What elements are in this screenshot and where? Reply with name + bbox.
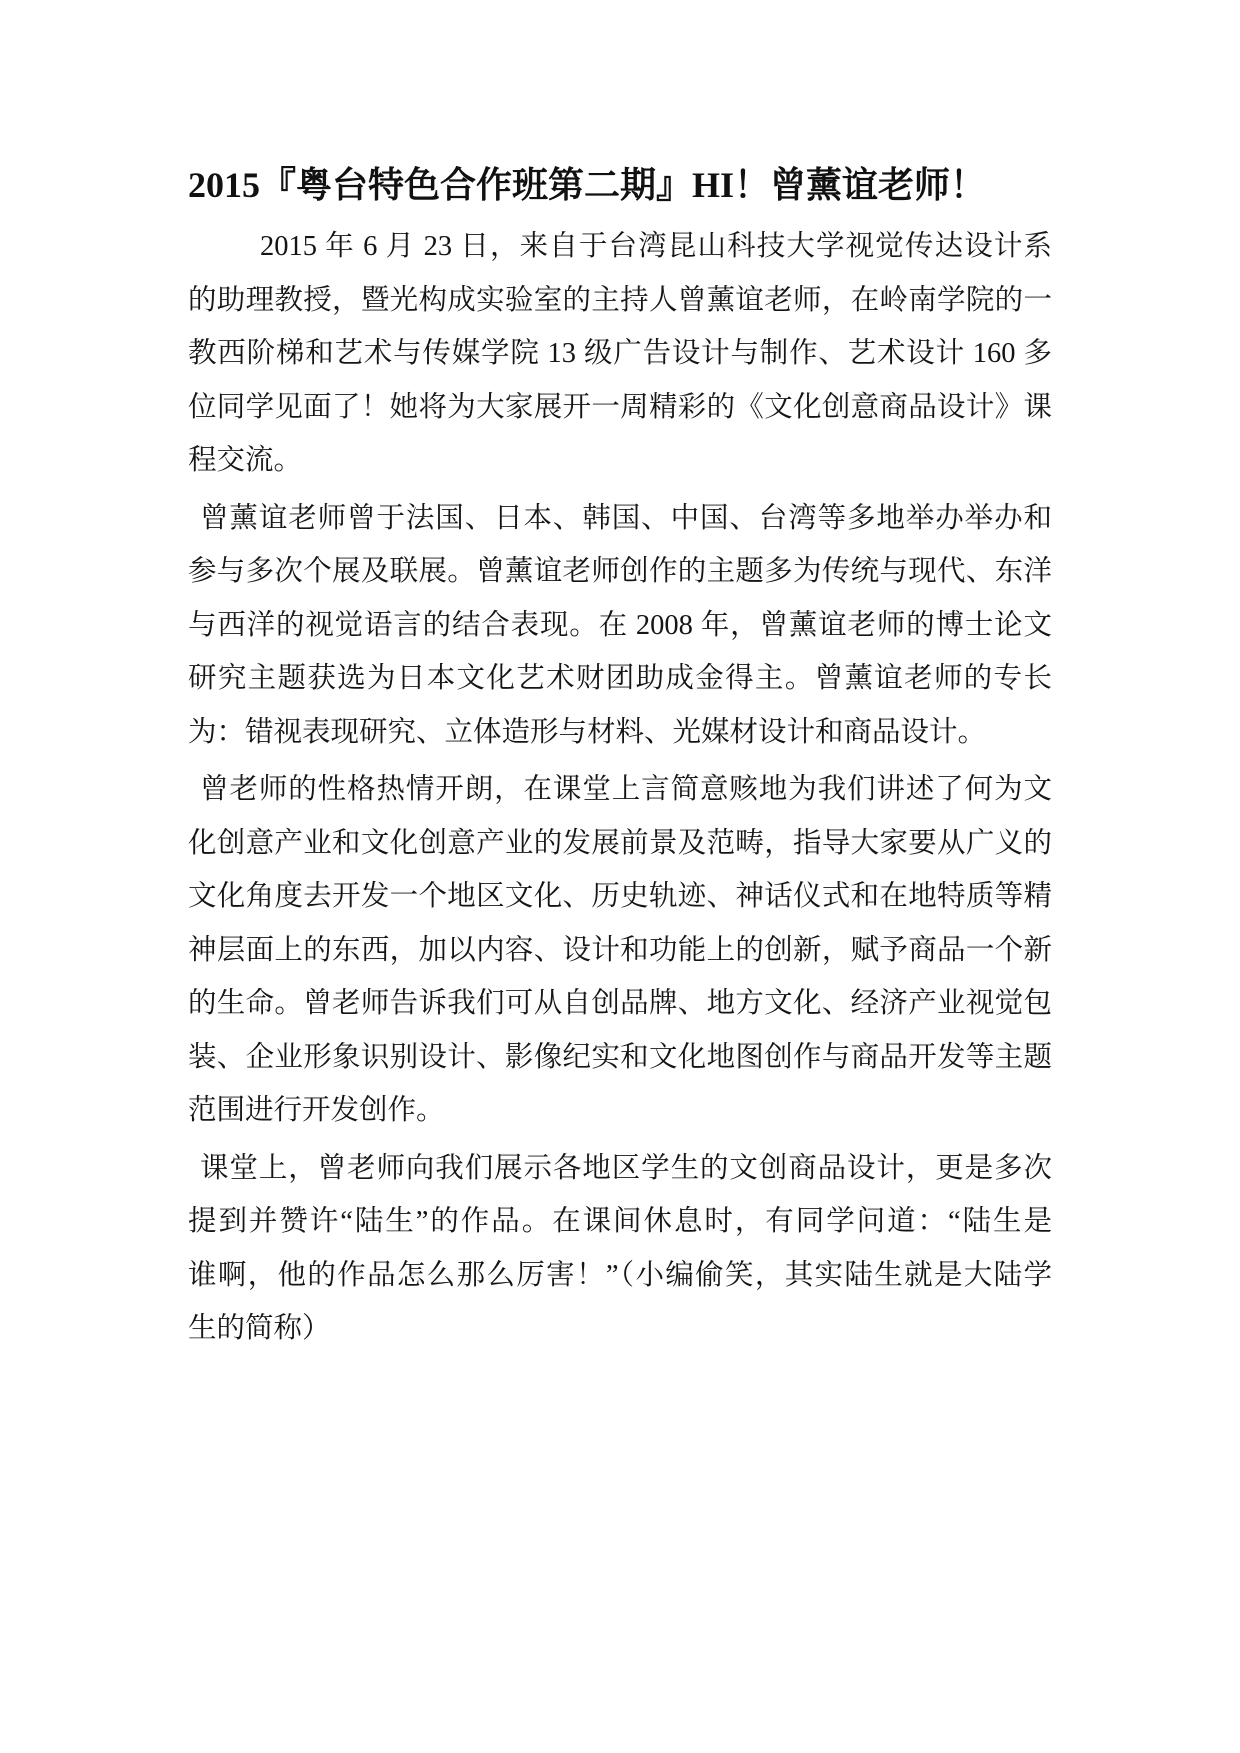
paragraph-line: 程交流。 bbox=[188, 445, 303, 476]
paragraph-line: 位同学见面了！她将为大家展开一周精彩的《文化创意商品设计》课 bbox=[188, 391, 1052, 423]
paragraph-line: 文化角度去开发一个地区文化、历史轨迹、神话仪式和在地特质等精 bbox=[188, 881, 1052, 912]
paragraph-line: 教西阶梯和艺术与传媒学院 13 级广告设计与制作、艺术设计 160 多 bbox=[188, 338, 1052, 369]
article-title: 2015『粤台特色合作班第二期』HI！曾薰谊老师！ bbox=[188, 165, 987, 205]
paragraph-line: 2015 年 6 月 23 日，来自于台湾昆山科技大学视觉传达设计系 bbox=[260, 231, 1052, 262]
paragraph-line: 生的简称） bbox=[188, 1313, 331, 1344]
paragraph-line: 曾薰谊老师曾于法国、日本、韩国、中国、台湾等多地举办举办和 bbox=[200, 502, 1052, 534]
paragraph-line: 曾老师的性格热情开朗，在课堂上言简意赅地为我们讲述了何为文 bbox=[200, 774, 1052, 805]
article-body bbox=[188, 220, 1052, 1356]
paragraph-line: 课堂上，曾老师向我们展示各地区学生的文创商品设计，更是多次 bbox=[200, 1152, 1052, 1184]
paragraph-line: 的助理教授，暨光构成实验室的主持人曾薰谊老师，在岭南学院的一 bbox=[188, 284, 1052, 316]
paragraph-line: 神层面上的东西，加以内容、设计和功能上的创新，赋予商品一个新 bbox=[188, 934, 1052, 966]
paragraph-line: 范围进行开发创作。 bbox=[188, 1095, 445, 1126]
paragraph-line: 提到并赞许“陆生”的作品。在课间休息时，有同学问道：“陆生是 bbox=[188, 1206, 1052, 1237]
paragraph-line: 化创意产业和文化创意产业的发展前景及范畴，指导大家要从广义的 bbox=[188, 827, 1052, 859]
paragraph-3 bbox=[188, 763, 1052, 1138]
paragraph-line: 研究主题获选为日本文化艺术财团助成金得主。曾薰谊老师的专长 bbox=[188, 663, 1052, 694]
paragraph-1 bbox=[188, 220, 1052, 488]
paragraph-line: 与西洋的视觉语言的结合表现。在 2008 年，曾薰谊老师的博士论文 bbox=[188, 609, 1052, 641]
paragraph-line: 为：错视表现研究、立体造形与材料、光媒材设计和商品设计。 bbox=[188, 716, 987, 748]
paragraph-4 bbox=[188, 1142, 1052, 1356]
paragraph-2 bbox=[188, 492, 1052, 760]
paragraph-line: 参与多次个展及联展。曾薰谊老师创作的主题多为传统与现代、东洋 bbox=[188, 556, 1052, 587]
paragraph-line: 谁啊，他的作品怎么那么厉害！”（小编偷笑，其实陆生就是大陆学 bbox=[188, 1259, 1052, 1291]
paragraph-line: 的生命。曾老师告诉我们可从自创品牌、地方文化、经济产业视觉包 bbox=[188, 988, 1052, 1019]
paragraph-line: 装、企业形象识别设计、影像纪实和文化地图创作与商品开发等主题 bbox=[188, 1041, 1052, 1073]
